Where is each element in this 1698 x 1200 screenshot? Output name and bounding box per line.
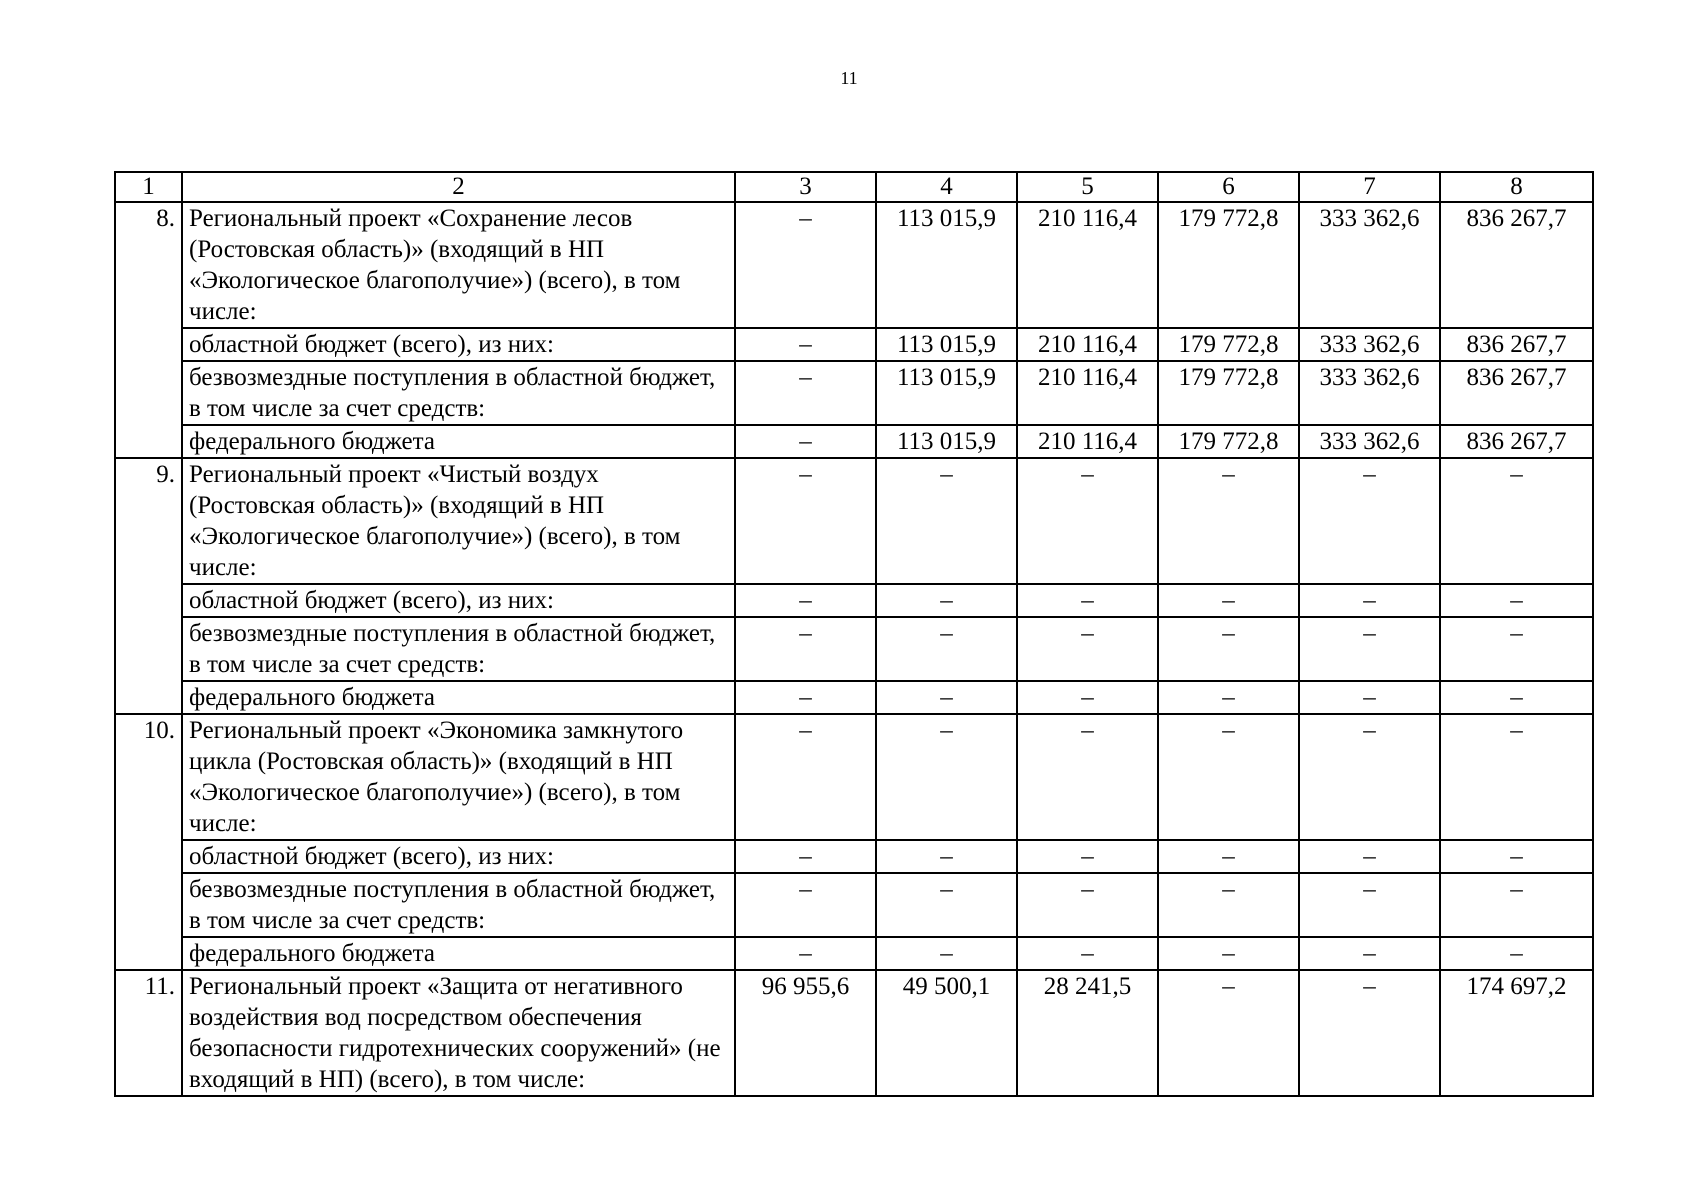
value-cell: – bbox=[735, 617, 876, 681]
value-cell: – bbox=[1299, 714, 1440, 840]
value-cell: – bbox=[876, 714, 1017, 840]
value-cell: – bbox=[735, 425, 876, 458]
value-cell: – bbox=[876, 937, 1017, 970]
value-cell: – bbox=[735, 714, 876, 840]
value-cell: – bbox=[1017, 873, 1158, 937]
row-index: 11. bbox=[115, 970, 182, 1096]
page-number: 11 bbox=[840, 68, 858, 88]
value-cell: – bbox=[1299, 937, 1440, 970]
value-cell: 113 015,9 bbox=[876, 202, 1017, 328]
value-cell: – bbox=[876, 458, 1017, 584]
value-cell: 179 772,8 bbox=[1158, 328, 1299, 361]
value-cell: 333 362,6 bbox=[1299, 202, 1440, 328]
value-cell: – bbox=[1440, 840, 1593, 873]
row-label: безвозмездные поступления в областной бюджет, в том числе за счет средств: bbox=[182, 873, 735, 937]
value-cell: – bbox=[1158, 584, 1299, 617]
row-label: федерального бюджета bbox=[182, 937, 735, 970]
value-cell: – bbox=[1440, 584, 1593, 617]
project-row bbox=[115, 202, 1593, 328]
value-cell: – bbox=[735, 937, 876, 970]
value-cell: 49 500,1 bbox=[876, 970, 1017, 1096]
value-cell: – bbox=[1158, 681, 1299, 714]
value-cell: – bbox=[735, 361, 876, 425]
value-cell: – bbox=[1158, 937, 1299, 970]
value-cell: – bbox=[1158, 873, 1299, 937]
value-cell: – bbox=[1017, 840, 1158, 873]
value-cell: – bbox=[1299, 873, 1440, 937]
sub-row bbox=[115, 584, 1593, 617]
value-cell: – bbox=[735, 681, 876, 714]
value-cell: 333 362,6 bbox=[1299, 361, 1440, 425]
value-cell: – bbox=[1158, 970, 1299, 1096]
value-cell: – bbox=[876, 681, 1017, 714]
value-cell: 113 015,9 bbox=[876, 328, 1017, 361]
value-cell: 113 015,9 bbox=[876, 361, 1017, 425]
row-label: Региональный проект «Чистый воздух (Ростовская область)» (входящий в НП «Экологическое благополучие») (всего), в том числе: bbox=[182, 458, 735, 584]
header-row bbox=[115, 172, 1593, 202]
row-label: областной бюджет (всего), из них: bbox=[182, 584, 735, 617]
header-cell: 8 bbox=[1440, 172, 1593, 202]
value-cell: – bbox=[1299, 970, 1440, 1096]
value-cell: 179 772,8 bbox=[1158, 202, 1299, 328]
sub-row bbox=[115, 840, 1593, 873]
project-row bbox=[115, 714, 1593, 840]
header-cell: 5 bbox=[1017, 172, 1158, 202]
value-cell: 179 772,8 bbox=[1158, 425, 1299, 458]
project-row bbox=[115, 458, 1593, 584]
sub-row bbox=[115, 425, 1593, 458]
value-cell: – bbox=[1017, 584, 1158, 617]
header-cell: 4 bbox=[876, 172, 1017, 202]
row-label: областной бюджет (всего), из них: bbox=[182, 328, 735, 361]
row-label: федерального бюджета bbox=[182, 681, 735, 714]
value-cell: – bbox=[876, 617, 1017, 681]
value-cell: – bbox=[1017, 681, 1158, 714]
value-cell: – bbox=[1299, 617, 1440, 681]
value-cell: 210 116,4 bbox=[1017, 328, 1158, 361]
sub-row bbox=[115, 328, 1593, 361]
header-cell: 6 bbox=[1158, 172, 1299, 202]
sub-row bbox=[115, 681, 1593, 714]
value-cell: – bbox=[735, 873, 876, 937]
value-cell: 96 955,6 bbox=[735, 970, 876, 1096]
value-cell: – bbox=[1017, 458, 1158, 584]
value-cell: 836 267,7 bbox=[1440, 361, 1593, 425]
row-label: безвозмездные поступления в областной бюджет, в том числе за счет средств: bbox=[182, 617, 735, 681]
value-cell: – bbox=[1017, 714, 1158, 840]
value-cell: – bbox=[1158, 458, 1299, 584]
value-cell: – bbox=[876, 873, 1017, 937]
row-index: 10. bbox=[115, 714, 182, 970]
value-cell: – bbox=[1299, 840, 1440, 873]
value-cell: – bbox=[1158, 840, 1299, 873]
value-cell: 210 116,4 bbox=[1017, 425, 1158, 458]
value-cell: 113 015,9 bbox=[876, 425, 1017, 458]
row-label: Региональный проект «Экономика замкнутого цикла (Ростовская область)» (входящий в НП «Экологическое благополучие») (всего), в том числе: bbox=[182, 714, 735, 840]
value-cell: – bbox=[735, 458, 876, 584]
value-cell: – bbox=[1440, 714, 1593, 840]
row-index: 9. bbox=[115, 458, 182, 714]
row-label: Региональный проект «Сохранение лесов (Ростовская область)» (входящий в НП «Экологическое благополучие») (всего), в том числе: bbox=[182, 202, 735, 328]
row-label: областной бюджет (всего), из них: bbox=[182, 840, 735, 873]
value-cell: – bbox=[1158, 617, 1299, 681]
row-label: федерального бюджета bbox=[182, 425, 735, 458]
value-cell: – bbox=[1440, 873, 1593, 937]
value-cell: 836 267,7 bbox=[1440, 202, 1593, 328]
value-cell: – bbox=[735, 840, 876, 873]
value-cell: 28 241,5 bbox=[1017, 970, 1158, 1096]
funding-table bbox=[114, 171, 1594, 1097]
sub-row bbox=[115, 361, 1593, 425]
value-cell: 836 267,7 bbox=[1440, 328, 1593, 361]
value-cell: 210 116,4 bbox=[1017, 202, 1158, 328]
value-cell: – bbox=[876, 840, 1017, 873]
value-cell: 210 116,4 bbox=[1017, 361, 1158, 425]
value-cell: 836 267,7 bbox=[1440, 425, 1593, 458]
value-cell: – bbox=[735, 328, 876, 361]
value-cell: – bbox=[1017, 937, 1158, 970]
header-cell: 3 bbox=[735, 172, 876, 202]
header-cell: 1 bbox=[115, 172, 182, 202]
header-cell: 2 bbox=[182, 172, 735, 202]
value-cell: – bbox=[1440, 681, 1593, 714]
value-cell: – bbox=[1299, 458, 1440, 584]
value-cell: – bbox=[1440, 617, 1593, 681]
value-cell: – bbox=[1017, 617, 1158, 681]
row-label: Региональный проект «Защита от негативного воздействия вод посредством обеспечения безопасности гидротехнических сооружений» (не входящий в НП) (всего), в том числе: bbox=[182, 970, 735, 1096]
value-cell: – bbox=[1440, 937, 1593, 970]
value-cell: – bbox=[1440, 458, 1593, 584]
header-cell: 7 bbox=[1299, 172, 1440, 202]
sub-row bbox=[115, 617, 1593, 681]
value-cell: 174 697,2 bbox=[1440, 970, 1593, 1096]
value-cell: – bbox=[876, 584, 1017, 617]
row-label: безвозмездные поступления в областной бюджет, в том числе за счет средств: bbox=[182, 361, 735, 425]
project-row bbox=[115, 970, 1593, 1096]
sub-row bbox=[115, 873, 1593, 937]
value-cell: – bbox=[735, 584, 876, 617]
value-cell: – bbox=[1299, 584, 1440, 617]
value-cell: – bbox=[1299, 681, 1440, 714]
value-cell: 333 362,6 bbox=[1299, 328, 1440, 361]
value-cell: 179 772,8 bbox=[1158, 361, 1299, 425]
value-cell: – bbox=[735, 202, 876, 328]
value-cell: 333 362,6 bbox=[1299, 425, 1440, 458]
sub-row bbox=[115, 937, 1593, 970]
row-index: 8. bbox=[115, 202, 182, 458]
value-cell: – bbox=[1158, 714, 1299, 840]
